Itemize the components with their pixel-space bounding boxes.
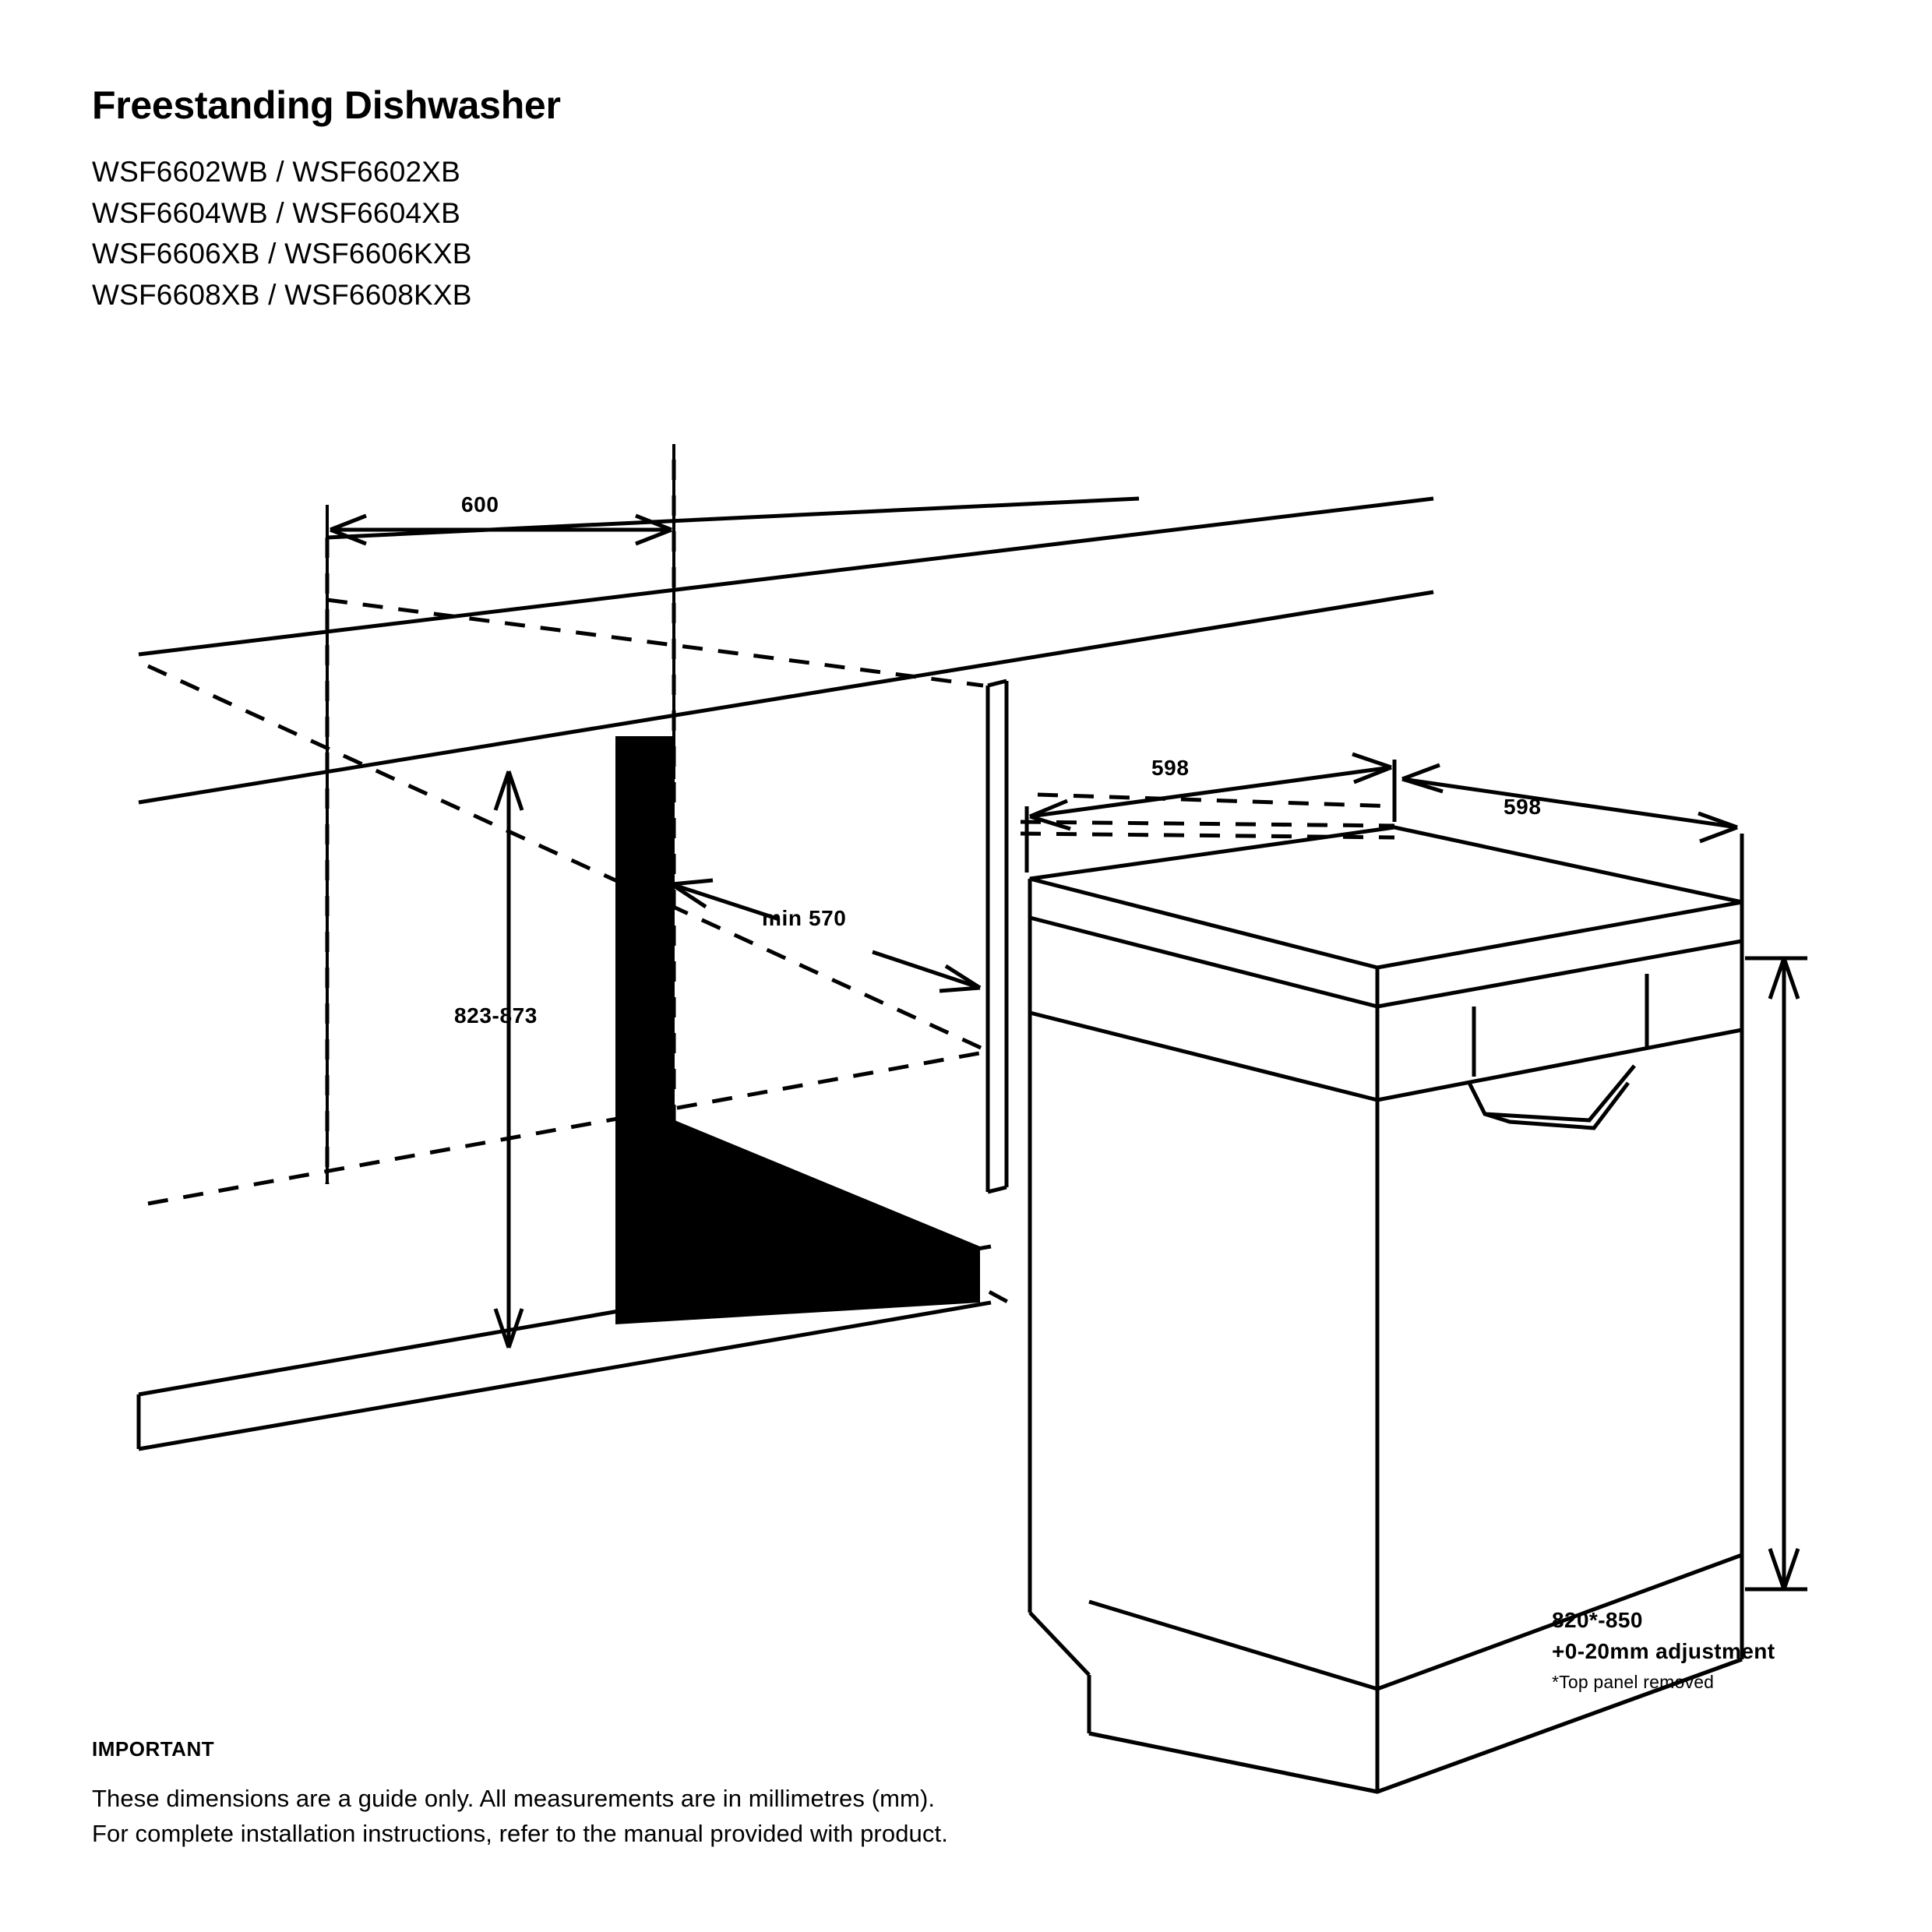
model-line: WSF6602WB / WSF6602XB [92, 156, 461, 188]
dimension-label-820-850: 820*-850 [1552, 1608, 1643, 1632]
model-line: WSF6604WB / WSF6604XB [92, 196, 461, 229]
model-line: WSF6606XB / WSF6606KXB [92, 238, 472, 270]
dimension-label-600: 600 [461, 492, 499, 516]
dimension-label-top-panel-note: *Top panel removed [1552, 1671, 1715, 1692]
dimension-823-873 [495, 771, 522, 1348]
model-line: WSF6608XB / WSF6608KXB [92, 278, 472, 311]
cabinet-cavity-shadow [615, 736, 980, 1324]
dimension-label-adjustment: +0-20mm adjustment [1552, 1638, 1775, 1663]
page-title: Freestanding Dishwasher [92, 83, 561, 127]
dimension-min-570 [672, 880, 980, 991]
important-line-2: For complete installation instructions, refer to the manual provided with product. [92, 1819, 948, 1847]
dimension-label-598-top: 598 [1151, 756, 1190, 780]
dimension-label-823-873: 823-873 [454, 1003, 538, 1028]
important-line-1: These dimensions are a guide only. All measurements are in millimetres (mm). [92, 1785, 936, 1812]
dimension-820-850 [1745, 958, 1807, 1589]
dimension-label-598-front: 598 [1504, 795, 1542, 819]
dimension-600 [330, 516, 672, 544]
dimension-598-front [1402, 765, 1742, 904]
dimension-label-height-group [1552, 1605, 1775, 1695]
important-notes [92, 1737, 1416, 1852]
dimension-label-min-570: min 570 [762, 906, 847, 930]
important-heading: IMPORTANT [92, 1737, 215, 1761]
